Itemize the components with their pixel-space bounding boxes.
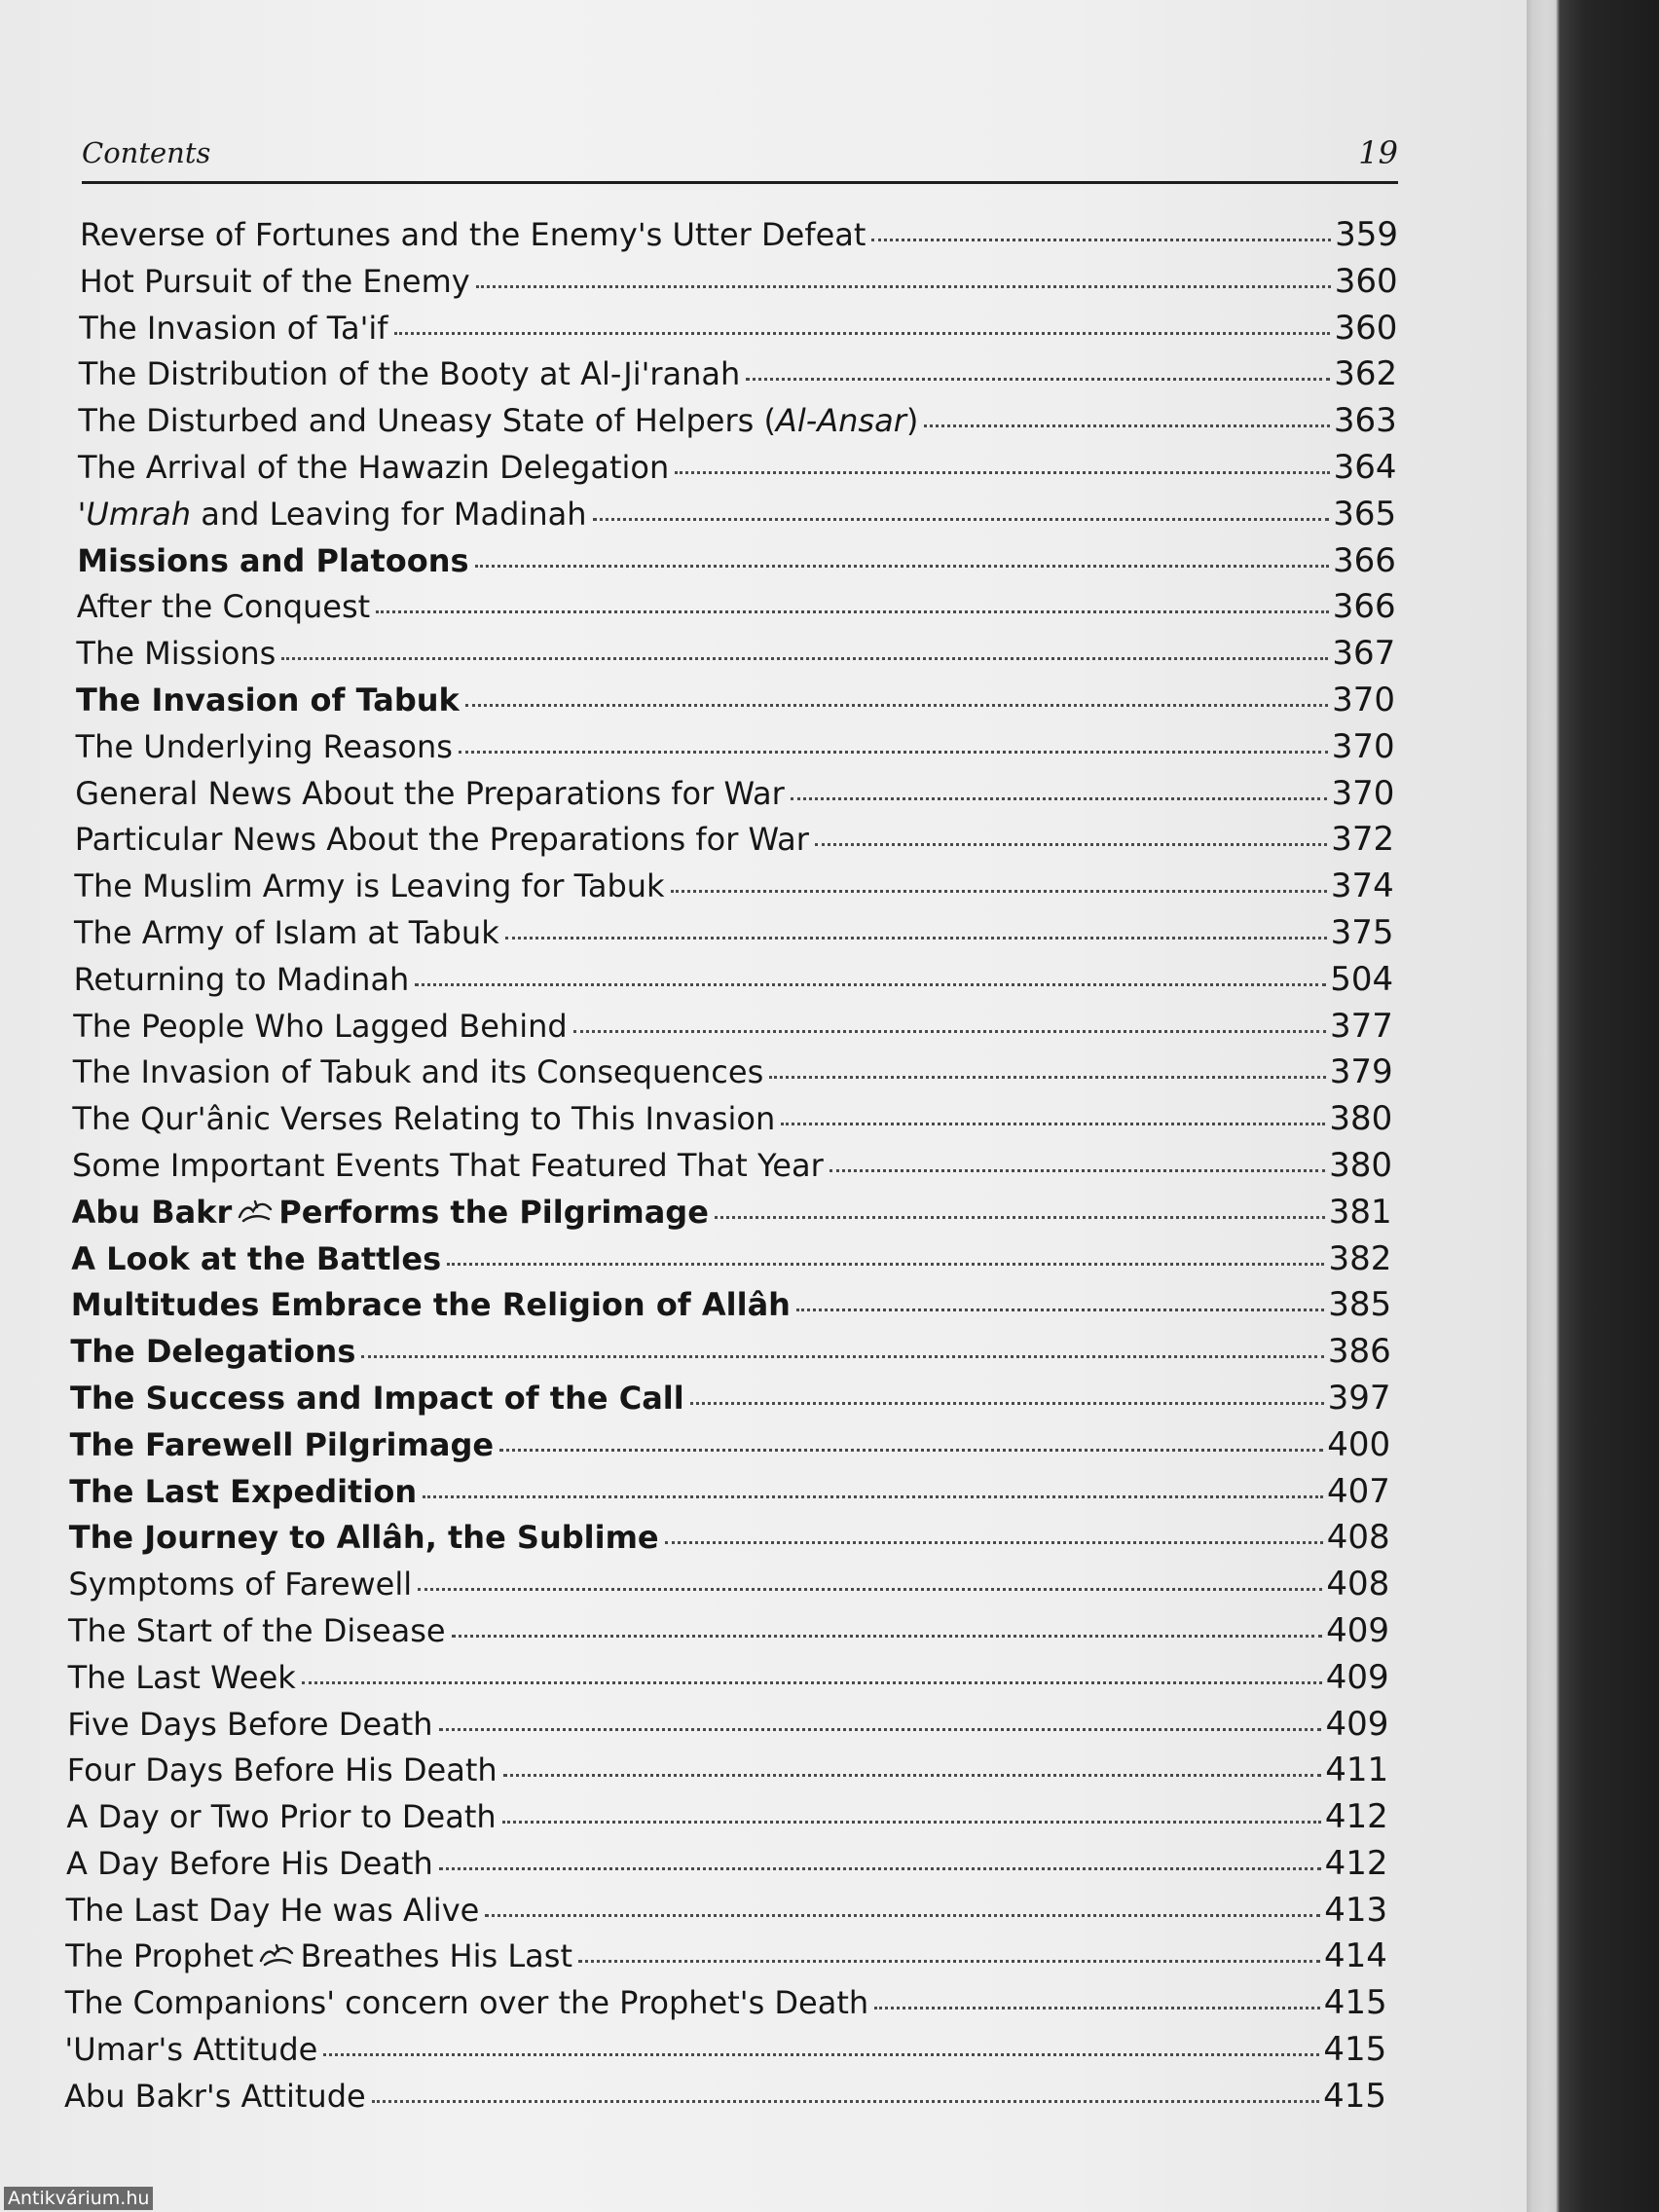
toc-entry-page: 411 [1325,1751,1389,1790]
toc-entry [0,1376,1391,1422]
toc-entry-page: 364 [1333,447,1397,487]
dot-leader [815,843,1327,846]
dot-leader [781,1123,1325,1125]
toc-entry-title: Returning to Madinah [73,960,410,998]
toc-entry-page: 365 [1333,494,1397,534]
dot-leader [439,1867,1321,1870]
toc-entry-page: 415 [1323,1983,1387,2023]
toc-entry-title: The Success and Impact of the Call [70,1379,684,1417]
dot-leader [476,285,1331,288]
dot-leader [475,565,1329,568]
toc-entry [0,957,1393,1004]
honorific-seal-icon [236,1198,275,1225]
toc-entry [0,306,1397,352]
toc-entry-page: 362 [1334,354,1398,394]
dot-leader [459,751,1328,754]
toc-entry [0,538,1396,585]
toc-entry [0,1422,1390,1469]
dot-leader [874,2007,1320,2009]
dot-leader [302,1681,1322,1684]
toc-entry-title: The Arrival of the Hawazin Delegation [78,448,670,486]
toc-entry [0,910,1394,957]
toc-entry [0,1702,1388,1749]
toc-entry-title: Five Days Before Death [67,1705,433,1743]
dot-leader [505,937,1327,940]
toc-entry-page: 360 [1334,308,1398,348]
toc-entry [0,2027,1386,2074]
toc-entry-title: A Look at the Battles [71,1239,442,1277]
toc-entry-title: Particular News About the Preparations for War [74,821,809,859]
toc-entry-title: Symptoms of Farewell [68,1566,413,1604]
toc-entry [0,1190,1392,1236]
toc-entry-page: 372 [1331,820,1395,860]
toc-entry [0,1004,1393,1051]
dot-leader [671,890,1327,893]
dot-leader [791,797,1328,800]
dot-leader [499,1449,1323,1452]
toc-entry-page: 377 [1329,1006,1393,1046]
toc-entry-title: The Last Day He was Alive [65,1891,480,1929]
toc-entry-page: 382 [1328,1238,1392,1278]
dot-leader [372,2100,1319,2103]
toc-entry-title: After the Conquest [76,588,371,626]
dot-leader [924,424,1330,427]
toc-entry-page: 415 [1323,2076,1386,2116]
toc-entry [0,351,1397,398]
toc-entry-title: General News About the Preparations for War [75,774,785,812]
toc-entry [0,631,1395,678]
toc-entry-page: 381 [1328,1192,1392,1232]
dot-leader [281,657,1328,660]
toc-entry-title: Hot Pursuit of the Enemy [79,262,470,300]
dot-leader [871,239,1331,241]
toc-entry-title: The Last Expedition [69,1472,418,1510]
toc-entry-title: The Invasion of Tabuk [76,681,460,719]
toc-entry-title: Some Important Events That Featured That Year [72,1146,824,1184]
toc-entry [0,1934,1387,1980]
toc-entry-title: Missions and Platoons [77,541,469,579]
toc-entry-page: 375 [1330,912,1394,952]
dot-leader [423,1495,1323,1498]
toc-entry-title: 'Umrah and Leaving for Madinah [77,495,587,533]
toc-entry-title: A Day Before His Death [66,1844,433,1882]
toc-entry [0,584,1396,631]
dot-leader [830,1169,1325,1172]
dot-leader [796,1309,1324,1311]
toc-entry-page: 408 [1326,1565,1390,1604]
toc-entry [0,1841,1388,1888]
toc-entry-page: 370 [1331,773,1395,813]
toc-entry-page: 385 [1328,1285,1392,1325]
toc-entry [0,1282,1391,1329]
toc-entry [0,1608,1389,1655]
toc-entry [0,817,1394,864]
toc-entry [0,1655,1389,1702]
toc-entry-page: 366 [1332,587,1396,627]
book-spine [1527,0,1659,2212]
toc-entry-page: 408 [1326,1518,1390,1558]
toc-entry-title: Abu Bakr's Attitude [64,2077,366,2115]
toc-entry [0,1236,1391,1283]
toc-entry [0,1469,1390,1516]
toc-entry-page: 380 [1329,1145,1392,1185]
dot-leader [465,704,1328,707]
toc-entry-page: 415 [1323,2030,1387,2070]
watermark: Antikvárium.hu [4,2187,153,2210]
toc-entry-title: A Day or Two Prior to Death [66,1798,497,1836]
toc-entry-title: The Invasion of Ta'if [79,309,388,347]
toc-entry [0,398,1397,445]
toc-entry-title: The Qur'ânic Verses Relating to This Invasion [72,1100,776,1138]
toc-entry-title: The Farewell Pilgrimage [69,1425,495,1463]
table-of-contents [0,212,1527,2120]
toc-entry [0,212,1398,259]
dot-leader [502,1821,1321,1824]
dot-leader [593,518,1330,521]
toc-entry-title: The Army of Islam at Tabuk [74,913,499,951]
toc-entry-title: Abu Bakr Performs the Pilgrimage [71,1193,709,1231]
dot-leader [503,1774,1322,1777]
toc-entry [0,1888,1387,1935]
toc-entry [0,2074,1386,2120]
toc-entry-title: The Muslim Army is Leaving for Tabuk [74,867,665,905]
toc-entry [0,492,1396,538]
dot-leader [675,471,1329,474]
toc-entry-page: 380 [1329,1099,1393,1139]
dot-leader [578,1960,1320,1963]
page-number: 19 [1358,134,1398,171]
dot-leader [418,1588,1322,1591]
dot-leader [769,1076,1325,1079]
dot-leader [323,2053,1319,2056]
dot-leader [485,1914,1320,1917]
toc-entry-page: 412 [1324,1843,1388,1883]
toc-entry-page: 386 [1327,1332,1391,1372]
toc-entry-title: Four Days Before His Death [66,1751,498,1789]
toc-entry-title: The Underlying Reasons [75,727,453,765]
toc-entry [0,678,1395,724]
toc-entry [0,771,1394,818]
toc-entry [0,1748,1388,1794]
toc-entry-title: The Start of the Disease [68,1611,446,1649]
honorific-seal-icon [257,1941,296,1969]
toc-entry-page: 397 [1327,1378,1391,1418]
toc-entry [0,724,1395,771]
dot-leader [376,610,1328,613]
toc-entry-page: 409 [1325,1657,1389,1697]
toc-entry-page: 414 [1323,1936,1387,1976]
toc-entry-page: 504 [1330,959,1394,999]
toc-entry-page: 370 [1332,680,1395,719]
toc-entry [0,1980,1387,2027]
toc-entry [0,864,1394,910]
toc-entry-page: 412 [1324,1797,1388,1837]
toc-entry-title: Multitudes Embrace the Religion of Allâh [70,1286,791,1324]
dot-leader [361,1355,1324,1358]
toc-entry [0,259,1398,306]
toc-entry-title: The Last Week [67,1658,296,1696]
toc-entry-title: The Prophet Breathes His Last [65,1937,572,1975]
toc-entry-title: The Distribution of the Booty at Al-Ji'ranah [78,355,741,393]
dot-leader [439,1728,1322,1731]
toc-entry [0,1562,1389,1608]
toc-entry-page: 413 [1324,1890,1388,1930]
toc-entry [0,1329,1391,1376]
toc-entry [0,1096,1392,1143]
toc-entry-title: The People Who Lagged Behind [73,1007,568,1045]
toc-entry-page: 409 [1326,1610,1389,1650]
toc-entry-page: 374 [1330,866,1394,906]
toc-entry-title: Reverse of Fortunes and the Enemy's Utter Defeat [80,216,866,253]
toc-entry-page: 367 [1332,634,1396,674]
dot-leader [415,983,1326,986]
toc-entry-title: The Disturbed and Uneasy State of Helpers (Al-Ansar) [78,402,919,440]
toc-entry-page: 366 [1332,540,1396,580]
toc-entry-title: The Journey to Allâh, the Sublime [68,1519,659,1557]
toc-entry [0,1050,1393,1096]
running-header [82,127,1398,184]
toc-entry [0,445,1397,492]
toc-entry-page: 407 [1326,1471,1390,1511]
toc-entry-page: 379 [1329,1052,1393,1092]
toc-entry-page: 370 [1331,726,1395,766]
dot-leader [447,1263,1324,1266]
toc-entry-title: The Missions [76,635,276,673]
toc-entry-page: 363 [1333,401,1397,441]
dot-leader [746,378,1330,381]
toc-entry [0,1794,1388,1841]
dot-leader [452,1635,1323,1638]
toc-entry-title: The Invasion of Tabuk and its Consequences [72,1053,764,1091]
toc-entry-page: 359 [1335,215,1398,254]
dot-leader [573,1030,1326,1033]
toc-entry-page: 360 [1334,261,1398,301]
dot-leader [690,1402,1324,1405]
toc-entry-page: 400 [1327,1424,1391,1464]
toc-entry [0,1143,1392,1190]
dot-leader [665,1541,1323,1544]
dot-leader [715,1216,1325,1219]
toc-entry-title: 'Umar's Attitude [64,2031,318,2069]
toc-entry [0,1515,1390,1562]
toc-entry-title: The Delegations [70,1333,356,1371]
section-label: Contents [82,136,211,169]
dot-leader [394,332,1331,335]
toc-entry-title: The Companions' concern over the Prophet's Death [64,1984,869,2022]
toc-entry-page: 409 [1325,1704,1389,1744]
